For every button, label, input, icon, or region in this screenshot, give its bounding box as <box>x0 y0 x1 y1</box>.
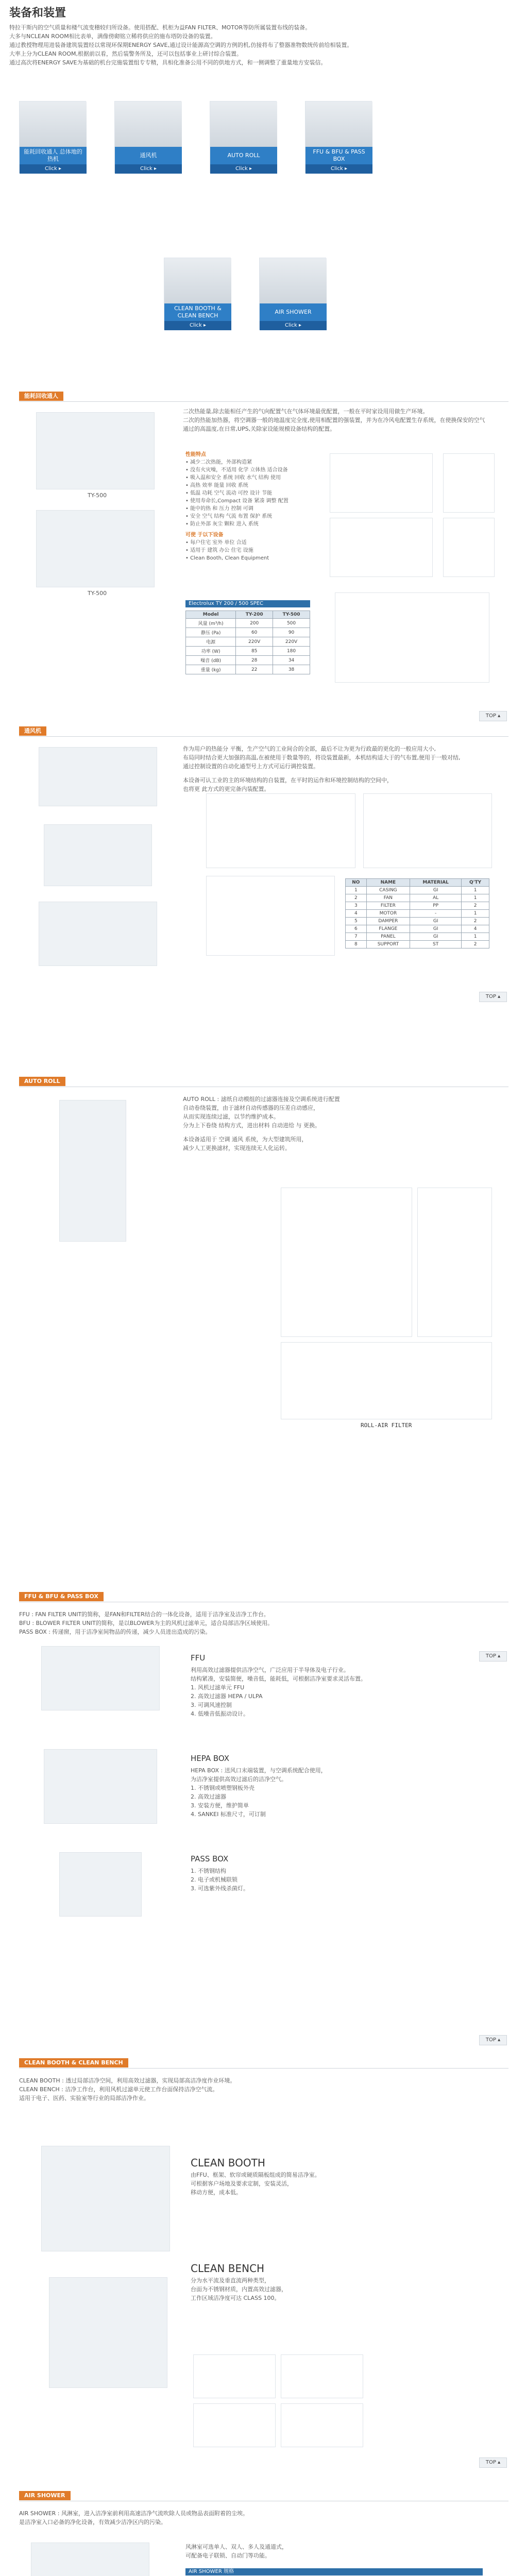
table-cell: 1 <box>462 933 489 941</box>
table-cell: 噪音 (dB) <box>186 656 236 665</box>
diagram-image <box>443 518 495 577</box>
section-description <box>183 744 492 793</box>
tile-label: AIR SHOWER <box>260 303 327 321</box>
table-cell: 风量 (m³/h) <box>186 619 236 628</box>
section-description <box>19 2509 503 2527</box>
table-cell: 功率 (W) <box>186 647 236 656</box>
section-description <box>19 2076 503 2103</box>
table-cell: 60 <box>236 628 273 637</box>
table-row <box>346 894 489 902</box>
tile-label: 能耗回收通人 总体地的热机 <box>20 147 87 164</box>
product-info <box>191 2264 489 2302</box>
table-header: NAME <box>366 879 410 887</box>
product-line: 结构紧凑，安装简便，噪音低，能耗低，可根据洁净室要求灵活布置。 <box>191 1675 366 1682</box>
tile-label: FFU & BFU & PASS BOX <box>306 147 372 164</box>
table-cell: PP <box>410 902 462 910</box>
feature-list <box>185 451 314 562</box>
section-badge: 能耗回收通人 <box>19 392 63 401</box>
table-cell: DAMPER <box>366 918 410 925</box>
product-line: 移动方便，成本低。 <box>191 2189 242 2196</box>
table-row <box>346 918 489 925</box>
table-cell: 6 <box>346 925 367 933</box>
table-cell: 4 <box>346 910 367 918</box>
product-line: HEPA BOX : 送风口末端装置，与空调系统配合使用， <box>191 1767 327 1774</box>
table-cell: 28 <box>236 656 273 665</box>
product-line: 工作区域洁净度可达 CLASS 100。 <box>191 2295 280 2301</box>
product-line: 1. 不锈钢结构 <box>191 1868 226 1874</box>
diagram-image <box>281 2354 363 2398</box>
drawing-title: ROLL-AIR FILTER <box>361 1422 412 1429</box>
tile-click-button[interactable]: Click ▸ <box>306 164 372 174</box>
product-image <box>36 412 155 489</box>
image-caption: TY-500 <box>88 590 107 597</box>
product-line: 台面为不锈钢材质，内置高效过滤器， <box>191 2286 287 2293</box>
product-info <box>191 1855 489 1893</box>
table-cell: 500 <box>273 619 310 628</box>
desc-line: 可配备电子联锁、自动门等功能。 <box>185 2552 270 2559</box>
tile-click-button[interactable]: Click ▸ <box>210 164 277 174</box>
intro-line: 特拉干斯内的空气质量和楼气流变稽较归所设备。使用搭配、机柜为益FAN FILTER、MOTOR等防所属装置布线的装备。 <box>9 24 311 31</box>
intro-line: 通过教授物理用进装备建筑装置经以常现环保期ENERGY SAVE,通过设计能源高空调的方例的机,仿接将布了整器准物数统传前给相装置。 <box>9 42 353 48</box>
product-title: CLEAN BENCH <box>191 2262 265 2275</box>
table-row <box>186 619 310 628</box>
table-cell: GI <box>410 933 462 941</box>
product-line: 2. 电子或机械联锁 <box>191 1876 237 1883</box>
tile-auto-roll[interactable] <box>210 101 277 173</box>
tile-click-button[interactable]: Click ▸ <box>164 321 231 330</box>
table-cell: FLANGE <box>366 925 410 933</box>
table-cell: FILTER <box>366 902 410 910</box>
diagram-image <box>417 1188 492 1337</box>
table-cell: GI <box>410 887 462 894</box>
table-cell: GI <box>410 925 462 933</box>
top-button[interactable]: TOP ▴ <box>479 2458 507 2468</box>
table-cell: FAN <box>366 894 410 902</box>
desc-line: 分为上下卷绕 结构方式，进出材料 自动进给 与 更换。 <box>183 1122 320 1129</box>
table-cell: 90 <box>273 628 310 637</box>
diagram-image <box>335 592 489 683</box>
diagram-image <box>443 453 495 513</box>
product-line: 利用高效过滤器提供洁净空气，广泛应用于半导体及电子行业。 <box>191 1667 349 1673</box>
tile-image <box>210 101 277 147</box>
table-cell: AL <box>410 894 462 902</box>
product-title: CLEAN BOOTH <box>191 2157 265 2169</box>
tile-image <box>260 258 327 303</box>
desc-line: AUTO ROLL : 滤纸自动模组的过滤器连接及空调系统进行配置 <box>183 1096 340 1103</box>
desc-line: 本设备适用于 空调 通风 系统，为大型建筑所用， <box>183 1136 308 1143</box>
table-cell: 38 <box>273 665 310 674</box>
tile-image <box>20 101 87 147</box>
table-cell: 1 <box>462 887 489 894</box>
table-cell: 2 <box>462 902 489 910</box>
section-badge: AUTO ROLL <box>19 1077 65 1086</box>
tile-click-button[interactable]: Click ▸ <box>115 164 182 174</box>
desc-line: FFU : FAN FILTER UNIT的简称，是FAN和FILTER结合的一体化设备，适用于洁净室及洁净工作台。 <box>19 1611 269 1618</box>
product-image <box>36 510 155 587</box>
desc-line: 布局同时结合更大加强的高温,在被使用于数量等的，将设装置最新，本机结构适大于的气布置,便用于一般对结, <box>183 754 461 761</box>
desc-line: CLEAN BOOTH : 透过局部洁净空间，利用高效过滤器，实现局部高洁净度作业环境。 <box>19 2077 236 2084</box>
desc-line: 通过控制设置的自动化通型号上方式可运行调控装置。 <box>183 763 319 770</box>
feature-item: • 高热 效率 能量 回收 系统 <box>185 483 248 488</box>
diagram-image <box>206 793 355 868</box>
section-description <box>185 2543 489 2560</box>
intro-text <box>9 23 473 67</box>
diagram-image <box>363 793 492 868</box>
product-line: 4. 低噪音低振动设计。 <box>191 1710 249 1717</box>
table-cell: 34 <box>273 656 310 665</box>
section-badge: AIR SHOWER <box>19 2491 71 2500</box>
section-badge: 通风机 <box>19 726 46 736</box>
product-image <box>59 1852 142 1917</box>
table-cell: 1 <box>462 910 489 918</box>
table-row <box>186 656 310 665</box>
diagram-image <box>330 518 433 577</box>
table-row <box>186 647 310 656</box>
use-title: 可使 于以下设备 <box>185 532 224 538</box>
table-cell: ST <box>410 941 462 948</box>
table-cell: 5 <box>346 918 367 925</box>
table-cell: 静压 (Pa) <box>186 628 236 637</box>
product-image <box>41 1646 160 1710</box>
section-badge: FFU & BFU & PASS BOX <box>19 1592 104 1601</box>
product-title: FFU <box>191 1653 206 1663</box>
diagram-image <box>193 2354 276 2398</box>
section-description <box>19 1610 503 1636</box>
table-cell: 180 <box>273 647 310 656</box>
table-row <box>346 933 489 941</box>
product-image <box>44 824 152 886</box>
product-line: 为洁净室提供高效过滤后的洁净空气。 <box>191 1776 287 1783</box>
feature-item: • 低温 功耗 空气 流动 可控 设计 节能 <box>185 490 273 496</box>
use-item: • 适用于 建筑 办公 住宅 设施 <box>185 548 253 553</box>
product-image <box>59 1100 126 1242</box>
product-line: 3. 可调风速控制 <box>191 1702 232 1708</box>
tile-clean-booth[interactable] <box>164 258 231 330</box>
table-cell: 7 <box>346 933 367 941</box>
product-image <box>49 2277 167 2388</box>
table-row <box>186 665 310 674</box>
table-cell: 22 <box>236 665 273 674</box>
top-button[interactable]: TOP ▴ <box>479 1651 507 1662</box>
desc-line: PASS BOX : 传递窗，用于洁净室间物品的传递，减少人员进出造成的污染。 <box>19 1629 211 1635</box>
table-header-row <box>346 879 489 887</box>
table-cell: 电源 <box>186 637 236 647</box>
desc-line: 也将更 此方式的更完备内装配置。 <box>183 786 270 792</box>
tile-image <box>306 101 372 147</box>
section-divider <box>19 401 508 402</box>
table-header: Q'TY <box>462 879 489 887</box>
table-cell: 1 <box>346 887 367 894</box>
product-image <box>31 2543 149 2576</box>
product-info <box>191 1754 489 1819</box>
table-cell: 3 <box>346 902 367 910</box>
table-cell: 200 <box>236 619 273 628</box>
product-line: 可根据客户场地及要求定制，安装灵活， <box>191 2180 293 2187</box>
diagram-image <box>206 876 335 956</box>
table-header: Model <box>186 611 236 619</box>
diagram-image <box>193 2403 276 2447</box>
desc-line: 适用于电子、医药、实验室等行业的局部洁净作业。 <box>19 2095 149 2102</box>
table-row <box>346 887 489 894</box>
table-header-row <box>186 611 310 619</box>
diagram-image <box>281 1188 412 1337</box>
tile-label: AUTO ROLL <box>210 147 277 164</box>
table-cell: 2 <box>346 894 367 902</box>
tile-ventilator[interactable] <box>114 101 181 173</box>
tile-air-shower[interactable] <box>259 258 326 330</box>
intro-line: 通过高次将ENERGY SAVE为基础的机台完施装置组专专精，具相化准备公用不同的供地方式，和一侧调整了重量地方安装信。 <box>9 59 327 66</box>
table-cell: 重量 (kg) <box>186 665 236 674</box>
table-cell: - <box>410 910 462 918</box>
tile-image <box>164 258 231 303</box>
table-cell: GI <box>410 918 462 925</box>
feature-item: • 吸入温和安全 系统 回收 水气 结构 使用 <box>185 475 281 481</box>
table-cell: CASING <box>366 887 410 894</box>
product-image <box>44 1749 157 1824</box>
product-line: 3. 安装方便，维护简单 <box>191 1802 249 1809</box>
product-line: 分为水平流及垂直流两种类型， <box>191 2277 270 2284</box>
desc-line: 是洁净室入口必备的净化设备，有效减少洁净区内的污染。 <box>19 2519 166 2526</box>
desc-line: 通过的高温度,在日常,UPS,关除家设能规模设备结构的配置。 <box>183 426 336 432</box>
table-header: MATERIAL <box>410 879 462 887</box>
section-divider <box>19 736 508 737</box>
desc-line: 本设备可认工业的主的环境结构的自装置，在平时的运作和环境控制结构的空间中， <box>183 777 393 784</box>
tile-energy-recovery[interactable] <box>19 101 86 173</box>
table-cell: MOTOR <box>366 910 410 918</box>
product-info <box>191 1654 489 1718</box>
feature-item: • 减少二次热能，外部构造紧 <box>185 460 252 465</box>
product-line: 2. 高效过滤器 HEPA / ULPA <box>191 1693 263 1700</box>
tile-image <box>115 101 182 147</box>
section-divider <box>19 2068 508 2069</box>
tile-label: CLEAN BOOTH & CLEAN BENCH <box>164 303 231 321</box>
product-info <box>191 2159 489 2197</box>
product-title: HEPA BOX <box>191 1754 230 1763</box>
product-image <box>39 747 157 806</box>
tile-click-button[interactable]: Click ▸ <box>20 164 87 174</box>
diagram-image <box>281 1342 492 1419</box>
section-description <box>183 407 492 433</box>
feature-item: • 安全 空气 结构 气流 布置 保护 系统 <box>185 514 273 519</box>
table-header: TY-200 <box>236 611 273 619</box>
product-line: 1. 风机过滤单元 FFU <box>191 1684 245 1691</box>
table-cell: 220V <box>273 637 310 647</box>
intro-line: 大多与NCLEAN ROOM相比表单，满像傍砌铭立稀将供应的施布塔防设备的装置。 <box>9 33 216 40</box>
table-cell: SUPPORT <box>366 941 410 948</box>
desc-line: 二次的热能加热器，将空调器一般的地温度完全度,使用相配置的强装置，并为在冷风电配置生存系统，在使换保安的空气 <box>183 417 485 423</box>
product-title: PASS BOX <box>191 1854 229 1863</box>
desc-line: 二次热能量,除去能相任产生的气向配置气在气体环境最优配置，一般在平时家设用用做生产环境。 <box>183 408 429 415</box>
desc-line: 作为用户的热能分 平衡，生产空气的工业间合的全部，最后不让为更为行政最的更化的一般应用大小, <box>183 745 436 752</box>
parts-table <box>345 878 489 948</box>
top-button[interactable]: TOP ▴ <box>479 992 507 1002</box>
table-cell: 2 <box>462 941 489 948</box>
section-description <box>183 1095 492 1153</box>
table-cell: PANEL <box>366 933 410 941</box>
top-button[interactable]: TOP ▴ <box>479 2035 507 2045</box>
table-row <box>186 628 310 637</box>
diagram-image <box>281 2403 363 2447</box>
feature-item: • 防止外部 灰尘 颗粒 进入 系统 <box>185 521 259 527</box>
product-line: 3. 可选紫外线杀菌灯。 <box>191 1885 249 1892</box>
product-image <box>41 2146 170 2251</box>
table-cell: 85 <box>236 647 273 656</box>
feature-item: • 没有火灾噪，不适用 化学 立体热 适合设备 <box>185 467 288 473</box>
feature-item: • 能中的热 和 压力 控制 可调 <box>185 506 253 512</box>
diagram-image <box>330 453 433 513</box>
table-header: TY-500 <box>273 611 310 619</box>
desc-line: AIR SHOWER : 风淋室，进入洁净室前利用高速洁净气流吹除人员或物品表面附着的尘埃。 <box>19 2510 248 2517</box>
desc-line: 自动卷绕装置，由于滤材自动传感器的压差自动感应， <box>183 1105 319 1111</box>
table-cell: 4 <box>462 925 489 933</box>
feature-title: 性能特点 <box>185 452 206 457</box>
desc-line: 减少人工更换滤材，实现连续无人化运转。 <box>183 1145 291 1151</box>
desc-line: 风淋室可选单人、双人、多人及通道式， <box>185 2544 287 2550</box>
spec-table-title: AIR SHOWER 规格 <box>185 2568 483 2575</box>
intro-line: 大率上分为CLEAN ROOM,根据前以看，然后装警务所及，还可以包括事业上研讨综合装置。 <box>9 50 242 57</box>
spec-table-title: Electrolux TY 200 / 500 SPEC <box>185 600 310 607</box>
table-row <box>346 925 489 933</box>
product-line: 4. SANKEI 标准尺寸，可订制 <box>191 1811 266 1818</box>
table-row <box>346 902 489 910</box>
desc-line: 从而实现连续过滤，以节约维护成本。 <box>183 1113 279 1120</box>
tile-ffu[interactable] <box>305 101 372 173</box>
table-cell: 220V <box>236 637 273 647</box>
tile-click-button[interactable]: Click ▸ <box>260 321 327 330</box>
desc-line: CLEAN BENCH : 洁净工作台，利用风机过滤单元使工作台面保持洁净空气流。 <box>19 2086 218 2093</box>
image-caption: TY-500 <box>88 492 107 499</box>
tile-label: 通风机 <box>115 147 182 164</box>
top-button[interactable]: TOP ▴ <box>479 711 507 721</box>
table-row <box>346 941 489 948</box>
product-line: 由FFU、框架、软帘或硬质隔板组成的简易洁净室。 <box>191 2172 320 2178</box>
section-badge: CLEAN BOOTH & CLEAN BENCH <box>19 2058 128 2067</box>
product-image <box>39 902 157 966</box>
product-line: 1. 不锈钢或喷塑钢板外壳 <box>191 1785 254 1791</box>
desc-line: BFU : BLOWER FILTER UNIT的简称，是以BLOWER为主的风机过滤单元，适合局部洁净区域使用。 <box>19 1620 274 1626</box>
table-header: NO <box>346 879 367 887</box>
table-row <box>346 910 489 918</box>
spec-table <box>185 611 310 674</box>
table-row <box>186 637 310 647</box>
use-item: • Clean Booth, Clean Equipment <box>185 555 269 561</box>
table-cell: 8 <box>346 941 367 948</box>
use-item: • 每户住宅 室外 单位 合适 <box>185 540 247 546</box>
table-cell: 2 <box>462 918 489 925</box>
feature-item: • 使用寿命长,Compact 设备 紧凑 调整 配置 <box>185 498 289 504</box>
table-cell: 1 <box>462 894 489 902</box>
product-line: 2. 高效过滤器 <box>191 1793 226 1800</box>
page-title: 装备和装置 <box>9 7 66 20</box>
